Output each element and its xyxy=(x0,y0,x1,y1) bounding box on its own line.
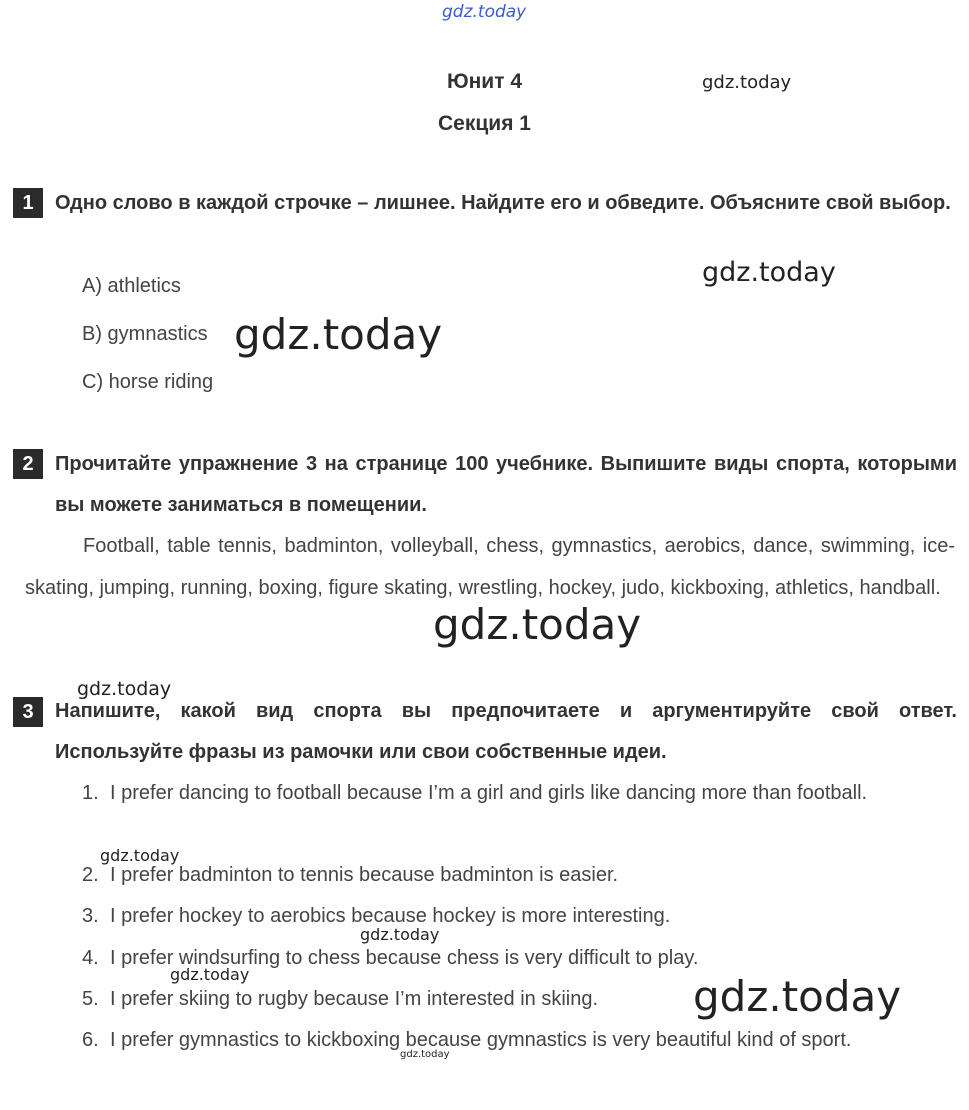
watermark: gdz.today xyxy=(234,310,443,359)
item-text: I prefer dancing to football because I’m a girl and girls like dancing more than football. xyxy=(110,782,868,804)
item-number: 6. xyxy=(82,1029,99,1051)
item-text: I prefer skiing to rugby because I’m interested in skiing. xyxy=(110,988,599,1010)
item-number: 2. xyxy=(82,864,99,886)
watermark: gdz.today xyxy=(77,678,172,700)
item-text: I prefer hockey to aerobics because hockey is more interesting. xyxy=(110,905,671,927)
watermark: gdz.today xyxy=(170,965,250,984)
watermark: gdz.today xyxy=(693,972,902,1021)
answer-option: C) horse riding xyxy=(82,371,214,393)
watermark: gdz.today xyxy=(400,1049,450,1060)
watermark: gdz.today xyxy=(433,600,642,649)
watermark: gdz.today xyxy=(702,257,836,288)
answer-list-item xyxy=(82,855,956,896)
answer-list-item xyxy=(82,773,956,814)
item-number: 3. xyxy=(82,905,99,927)
watermark: gdz.today xyxy=(360,925,440,944)
task-number-badge: 3 xyxy=(13,697,43,727)
task-number-badge: 2 xyxy=(13,449,43,479)
item-number: 4. xyxy=(82,947,99,969)
answer-paragraph: Football, table tennis, badminton, volleyball, chess, gymnastics, aerobics, dance, swimming, ice-skating, jumping, running, boxing, figure skating, wrestling, hockey, judo, kickboxing, athletics, handball. xyxy=(25,535,955,599)
task-instruction: Напишите, какой вид спорта вы предпочитаете и аргументируйте свой ответ. Используйте фразы из рамочки или свои собственные идеи. xyxy=(55,700,957,763)
item-number: 5. xyxy=(82,988,99,1010)
unit-title: Юнит 4 xyxy=(446,70,523,93)
answer-list-item xyxy=(82,938,956,979)
watermark: gdz.today xyxy=(702,72,792,93)
item-text: I prefer badminton to tennis because badminton is easier. xyxy=(110,864,619,886)
task-number-badge: 1 xyxy=(13,188,43,218)
answer-option: B) gymnastics xyxy=(82,323,208,345)
answer-list-item xyxy=(82,1020,956,1061)
item-text: I prefer gymnastics to kickboxing because gymnastics is very beautiful kind of sport. xyxy=(110,1029,852,1051)
section-title: Секция 1 xyxy=(438,112,531,135)
item-text: I prefer windsurfing to chess because chess is very difficult to play. xyxy=(110,947,699,969)
watermark-top: gdz.today xyxy=(442,2,527,22)
item-number: 1. xyxy=(82,782,99,804)
watermark: gdz.today xyxy=(100,846,180,865)
answer-option: A) athletics xyxy=(82,275,181,297)
answer-list-item xyxy=(82,979,956,1020)
task-instruction: Одно слово в каждой строчке – лишнее. Найдите его и обведите. Объясните свой выбор. xyxy=(55,192,951,214)
task-instruction: Прочитайте упражнение 3 на странице 100 учебнике. Выпишите виды спорта, которыми вы можете заниматься в помещении. xyxy=(55,453,957,516)
answer-list-item xyxy=(82,896,956,937)
